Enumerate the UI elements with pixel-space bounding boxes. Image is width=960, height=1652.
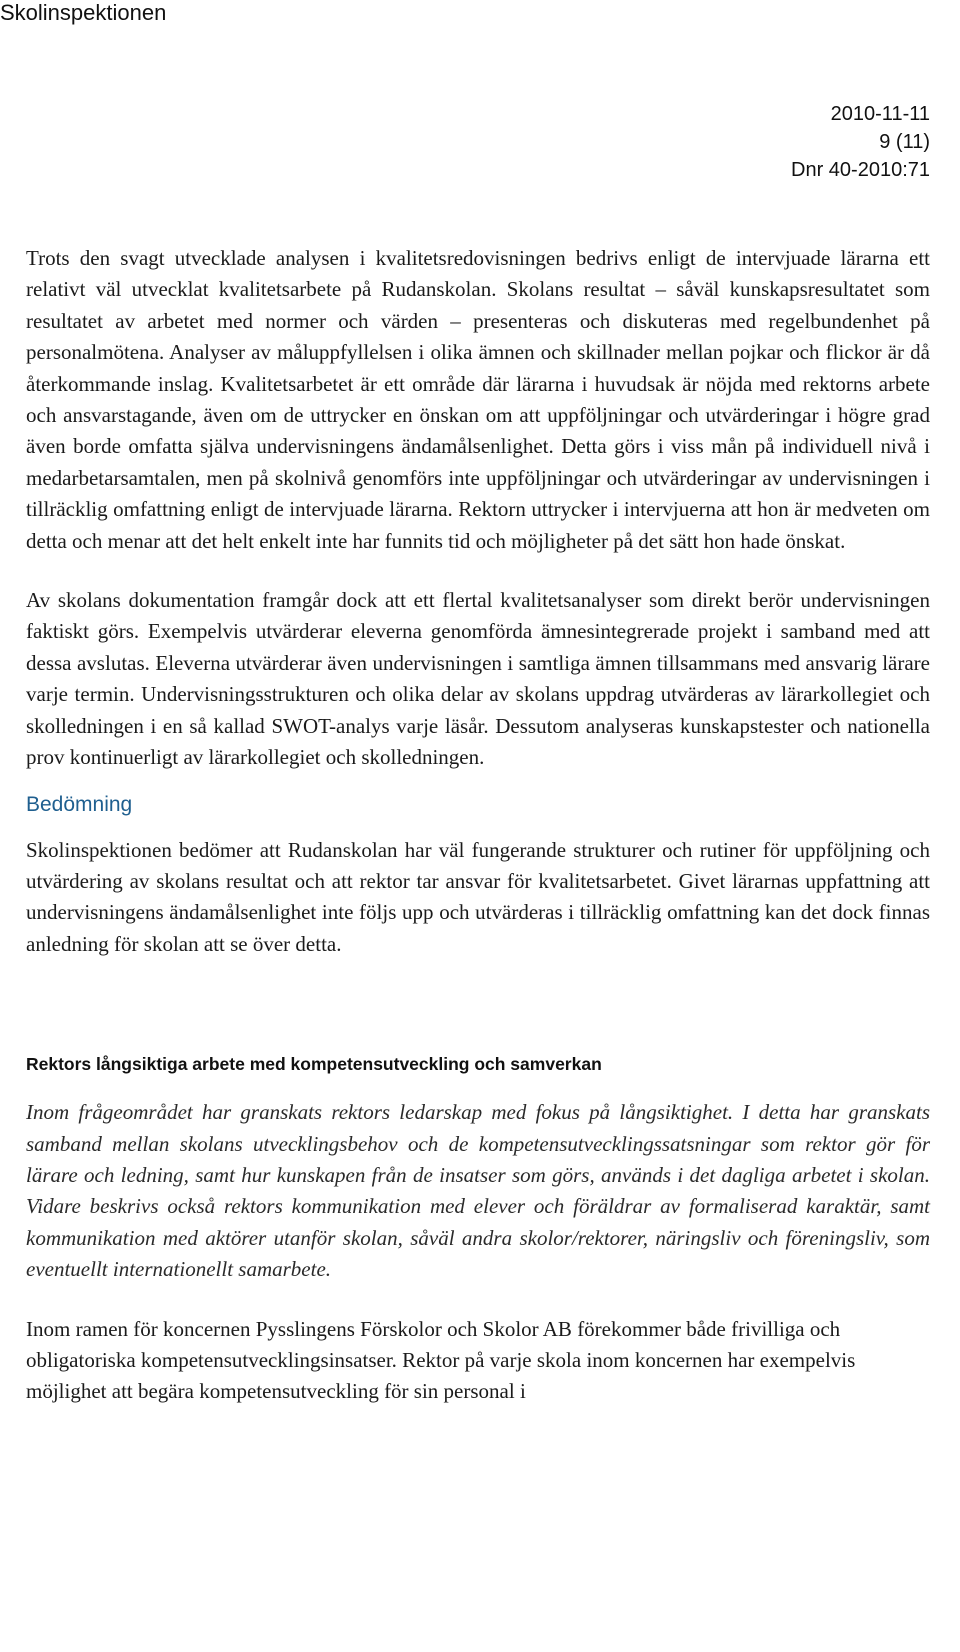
section-paragraph: Inom ramen för koncernen Pysslingens Förskolor och Skolor AB förekommer både frivilliga och obligatoriska kompetensutvecklingsinsatser. Rektor på varje skola inom koncernen har exempelvis möjlighet att begära kompetensutveckling för sin personal i — [26, 1316, 856, 1404]
assessment-paragraph: Skolinspektionen bedömer att Rudanskolan har väl fungerande strukturer och rutiner för uppföljning och utvärdering av skolans resultat och att rektor tar ansvar för kvalitetsarbetet. Givet lärarnas uppfattning att undervisningens ändamålsenlighet inte följs upp och utvärderas i tillräcklig omfattning kan det dock finnas anledning för skolan att se över detta. — [26, 837, 930, 956]
document-reference: Dnr 40-2010:71 — [791, 159, 930, 181]
paragraph-quality-work: Trots den svagt utvecklade analysen i kvalitetsredovisningen bedrivs enligt de intervjuade lärarna ett relativt väl utvecklat kvalitetsarbete på Rudanskolan. Skolans resultat – såväl kunskapsresultatet som resultatet av arbetet med normer och värden – presenteras och diskuteras med regelbundenhet på personalmötena. Analyser av måluppfyllelsen i olika ämnen och skillnader mellan pojkar och flickor är då återkommande inslag. Kvalitetsarbetet är ett område där lärarna i huvudsak är nöjda med rektorns arbete och ansvarstagande, även om de uttrycker en önskan om att uppföljningar och utvärderingar i högre grad även borde omfatta själva undervisningens ändamålsenlighet. Detta görs i viss mån på individuell nivå i medarbetarsamtalen, men på skolnivå genomförs inte uppföljningar och utvärderingar av undervisningen i tillräcklig omfattning enligt de intervjuade lärarna. Rektorn uttrycker i intervjuerna att hon är medveten om detta och menar att det helt enkelt inte har funnits tid och möjligheter på det sätt hon hade önskat. — [26, 246, 930, 553]
assessment-heading: Bedömning — [26, 792, 133, 816]
paragraph-documentation: Av skolans dokumentation framgår dock att ett flertal kvalitetsanalyser som direkt berör undervisningen faktiskt görs. Exempelvis utvärderar eleverna genomförda ämnesintegrerade projekt i samband med att dessa avslutas. Eleverna utvärderar även undervisningen i samtliga ämnen tillsammans med ansvarig lärare varje termin. Undervisningsstrukturen och olika delar av skolans uppdrag utvärderas av lärarkollegiet och skolledningen i en så kallad SWOT-analys varje läsår. Dessutom analyseras kunskapstester och nationella prov kontinuerligt av lärarkollegiet och skolledningen. — [26, 588, 930, 770]
document-body — [26, 243, 930, 1408]
document-meta — [791, 100, 930, 184]
organization-name: Skolinspektionen — [0, 0, 167, 25]
section-intro: Inom frågeområdet har granskats rektors ledarskap med fokus på långsiktighet. I detta har granskats samband mellan skolans utvecklingsbehov och de kompetensutvecklingssatsningar som rektor gör för lärare och ledning, samt hur kunskapen från de insatser som görs, används i det dagliga arbetet i skolan. Vidare beskrivs också rektors kommunikation med elever och föräldrar av formaliserad karaktär, samt kommunikation med aktörer utanför skolan, såväl andra skolor/rektorer, näringsliv och föreningsliv, som eventuellt internationellt samarbete. — [26, 1100, 930, 1282]
section-heading: Rektors långsiktiga arbete med kompetensutveckling och samverkan — [26, 1054, 602, 1075]
page-number: 9 (11) — [879, 131, 930, 153]
document-date: 2010-11-11 — [830, 103, 930, 125]
